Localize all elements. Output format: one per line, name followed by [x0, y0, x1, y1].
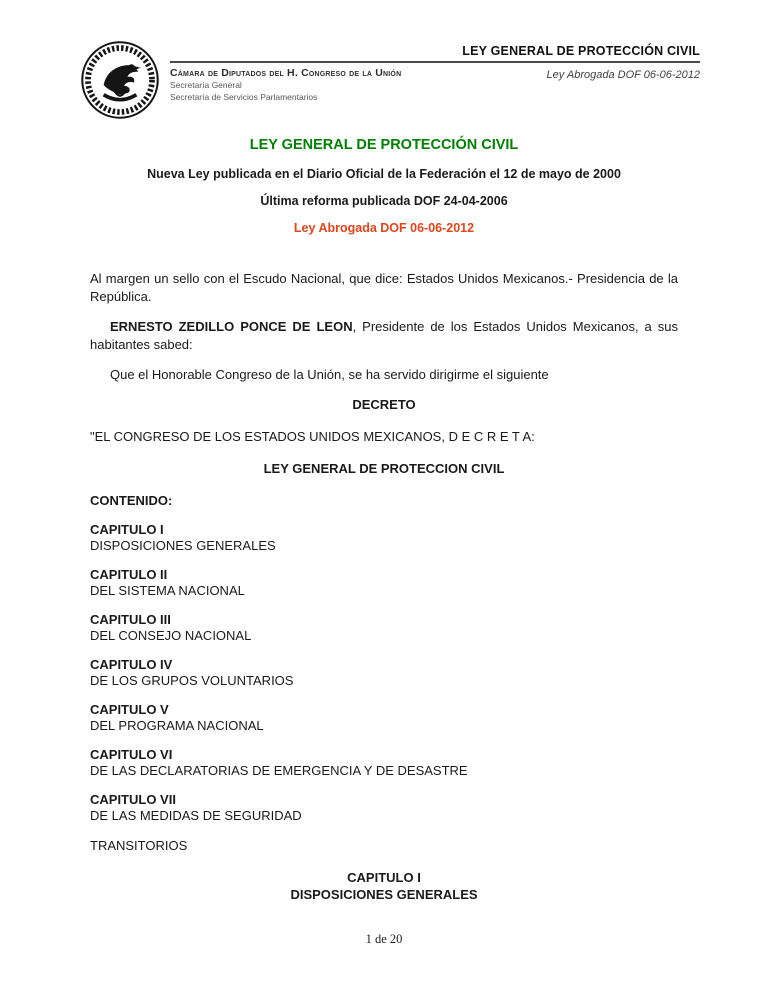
header-org-block: [170, 67, 401, 102]
header-abrogation-note: Ley Abrogada DOF 06-06-2012: [546, 69, 700, 81]
president-name: ERNESTO ZEDILLO PONCE DE LEON: [110, 319, 353, 334]
page-header: [170, 44, 700, 102]
law-title: LEY GENERAL DE PROTECCIÓN CIVIL: [249, 137, 519, 153]
header-org-sub2: Secretaría de Servicios Parlamentarios: [170, 91, 318, 102]
decree-heading: DECRETO: [352, 397, 416, 412]
chapter-subtitle: DISPOSICIONES GENERALES: [90, 538, 276, 553]
chapter-item-2: [90, 567, 678, 599]
president-paragraph-rest: , Presidente de los Estados Unidos Mexicanos, a sus habitantes sabed:: [90, 319, 678, 352]
chapter-subtitle: DEL CONSEJO NACIONAL: [90, 628, 252, 643]
chapter-item-3: [90, 612, 678, 644]
chapter-title: CAPITULO VI: [90, 747, 173, 762]
chapter-subtitle: DEL SISTEMA NACIONAL: [90, 583, 245, 598]
chapter-title: CAPITULO III: [90, 612, 171, 627]
chapter-subtitle: DE LAS DECLARATORIAS DE EMERGENCIA Y DE DESASTRE: [90, 763, 468, 778]
chapter-title: CAPITULO I: [90, 522, 164, 537]
chapter-item-5: [90, 702, 678, 734]
transitorios-label: TRANSITORIOS: [90, 838, 188, 853]
header-doc-title: LEY GENERAL DE PROTECCIÓN CIVIL: [462, 44, 700, 58]
chapter-title: CAPITULO VII: [90, 792, 176, 807]
chapter-item-6: [90, 747, 678, 779]
publication-note: Nueva Ley publicada en el Diario Oficial de la Federación el 12 de mayo de 2000: [147, 167, 621, 181]
reform-note: Última reforma publicada DOF 24-04-2006: [260, 194, 508, 208]
chapter-title: CAPITULO II: [90, 567, 168, 582]
page-number: 1 de 20: [365, 932, 403, 946]
margin-seal-paragraph: Al margen un sello con el Escudo Nacional, que dice: Estados Unidos Mexicanos.- Presidencia de la República.: [90, 271, 678, 304]
congress-line: Que el Honorable Congreso de la Unión, se ha servido dirigirme el siguiente: [110, 367, 549, 382]
chapter-subtitle: DE LOS GRUPOS VOLUNTARIOS: [90, 673, 294, 688]
chapter-item-7: [90, 792, 678, 824]
chapter-title: CAPITULO IV: [90, 657, 173, 672]
section-heading-line2: DISPOSICIONES GENERALES: [290, 887, 478, 902]
section-heading: [90, 869, 678, 903]
document-body: [90, 136, 678, 917]
abrogation-note: Ley Abrogada DOF 06-06-2012: [293, 221, 475, 235]
coat-of-arms-icon: [79, 39, 161, 121]
chapter-title: CAPITULO V: [90, 702, 169, 717]
mexico-coat-of-arms-logo: [79, 39, 161, 121]
chapter-item-1: [90, 522, 678, 554]
section-heading-line1: CAPITULO I: [347, 870, 421, 885]
chapter-subtitle: DEL PROGRAMA NACIONAL: [90, 718, 264, 733]
contents-label: CONTENIDO:: [90, 493, 173, 508]
law-heading: LEY GENERAL DE PROTECCION CIVIL: [263, 461, 505, 476]
header-subrow: [170, 63, 700, 102]
header-org-name: Cámara de Diputados del H. Congreso de la Unión: [170, 67, 402, 79]
chapter-subtitle: DE LAS MEDIDAS DE SEGURIDAD: [90, 808, 302, 823]
decree-line: "EL CONGRESO DE LOS ESTADOS UNIDOS MEXICANOS, D E C R E T A:: [90, 429, 535, 444]
header-org-sub1: Secretaría General: [170, 80, 242, 90]
chapter-item-4: [90, 657, 678, 689]
president-paragraph: [90, 318, 678, 354]
